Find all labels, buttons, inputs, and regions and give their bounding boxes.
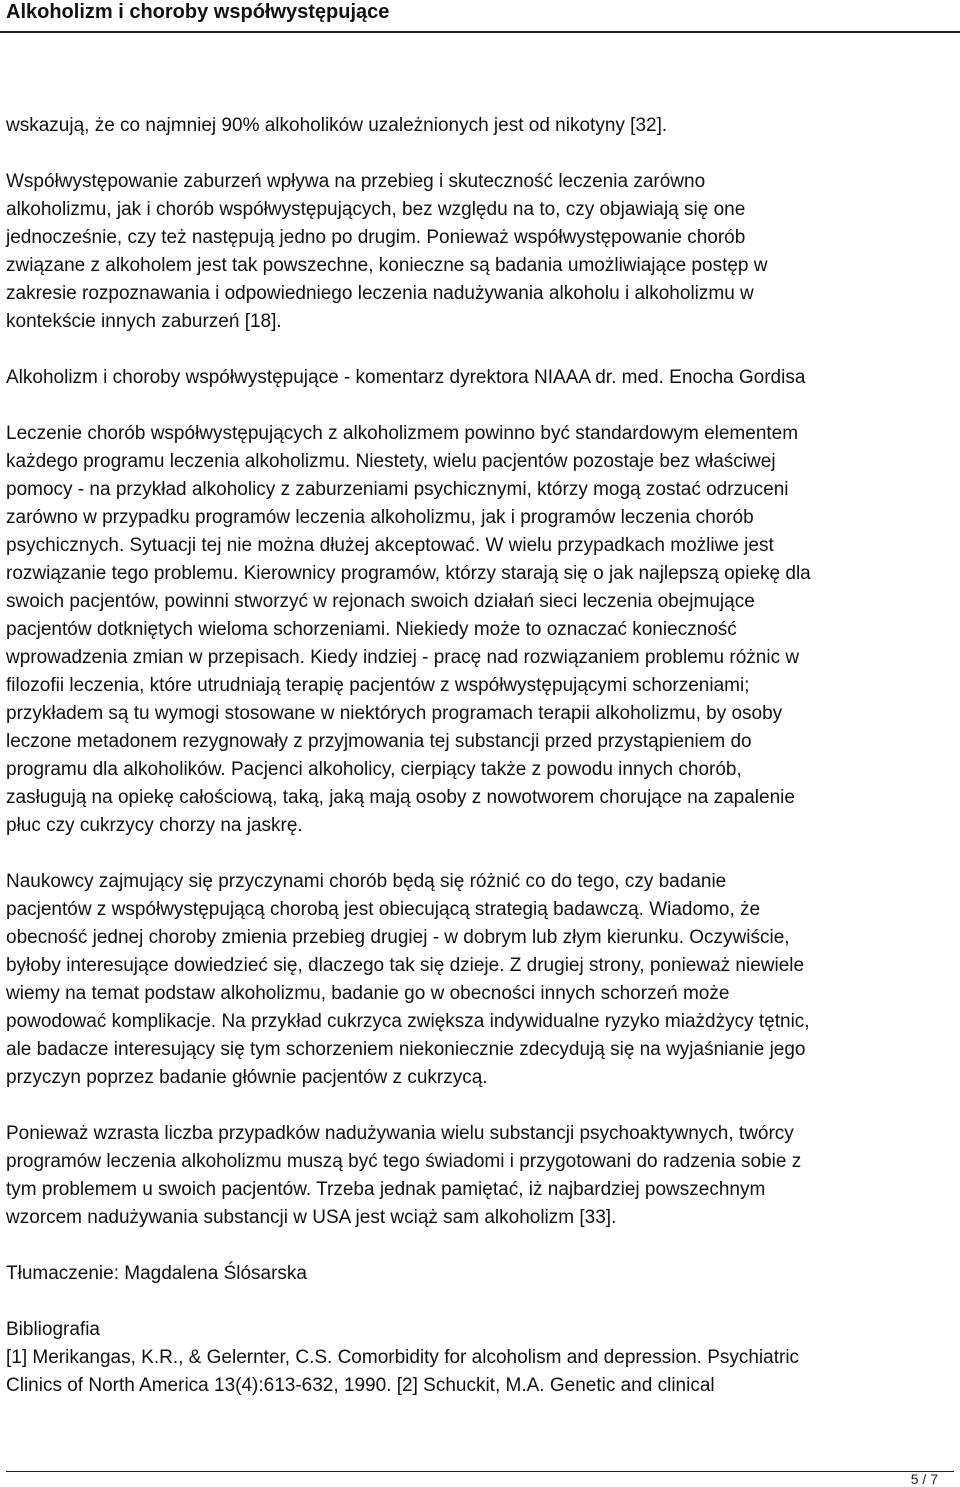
paragraph-nicotine-statistic [6, 112, 954, 140]
text-line: Naukowcy zajmujący się przyczynami chorób będą się różnić co do tego, czy badanie [6, 871, 727, 892]
text-line: pacjentów z współwystępującą chorobą jest obiecującą strategią badawczą. Wiadomo, że [6, 899, 761, 920]
text-line: pacjentów dotkniętych wieloma schorzeniami. Niekiedy może to oznaczać konieczność [6, 619, 737, 640]
paragraph-substance-abuse [6, 1120, 954, 1232]
bibliography-entry: Clinics of North America 13(4):613-632, 1990. [2] Schuckit, M.A. Genetic and clinical [6, 1375, 715, 1396]
bibliography-entry: [1] Merikangas, K.R., & Gelernter, C.S. Comorbidity for alcoholism and depression. Psychiatric [6, 1347, 800, 1368]
text-line: przykładem są tu wymogi stosowane w niektórych programach terapii alkoholizmu, by osoby [6, 703, 783, 724]
text-line: programu dla alkoholików. Pacjenci alkoholicy, cierpiący także z powodu innych chorób, [6, 759, 742, 780]
bibliography-heading: Bibliografia [6, 1319, 100, 1340]
text-line: zasługują na opiekę całościową, taką, jaką mają osoby z nowotworem chorujące na zapalenie [6, 787, 795, 808]
paragraph-treatment [6, 420, 954, 840]
paragraph-gap [6, 1288, 954, 1316]
text-line: wprowadzenia zmian w przepisach. Kiedy indziej - pracę nad rozwiązaniem problemu różnic w [6, 647, 800, 668]
text-line: filozofii leczenia, które utrudniają terapię pacjentów z współwystępującymi schorzeniami; [6, 675, 750, 696]
text-line: pomocy - na przykład alkoholicy z zaburzeniami psychicznymi, którzy mogą zostać odrzuceni [6, 479, 789, 500]
text-line: leczone metadonem rezygnowały z przyjmowania tej substancji przed przystąpieniem do [6, 731, 752, 752]
text-line: alkoholizmu, jak i chorób współwystępujących, bez względu na to, czy objawiają się one [6, 199, 746, 220]
text-line: płuc czy cukrzycy chorzy na jaskrę. [6, 815, 303, 836]
page-number: 5 / 7 [910, 1471, 938, 1487]
text-line: Współwystępowanie zaburzeń wpływa na przebieg i skuteczność leczenia zarówno [6, 171, 706, 192]
paragraph-researchers [6, 868, 954, 1092]
section-heading-commentary [6, 364, 954, 392]
text-line: Ponieważ wzrasta liczba przypadków nadużywania wielu substancji psychoaktywnych, twórcy [6, 1123, 794, 1144]
text-line: Leczenie chorób współwystępujących z alkoholizmem powinno być standardowym elementem [6, 423, 799, 444]
document-body [6, 112, 954, 1400]
paragraph-gap [6, 840, 954, 868]
text-line: tym problemem u swoich pacjentów. Trzeba jednak pamiętać, iż najbardziej powszechnym [6, 1179, 766, 1200]
page-title: Alkoholizm i choroby współwystępujące [6, 1, 390, 23]
text-line: powodować komplikacje. Na przykład cukrzyca zwiększa indywidualne ryzyko miażdżycy tętnic, [6, 1011, 810, 1032]
text-line: przyczyn poprzez badanie głównie pacjentów z cukrzycą. [6, 1067, 488, 1088]
text-line: wskazują, że co najmniej 90% alkoholików uzależnionych jest od nikotyny [32]. [6, 115, 668, 136]
text-line: wiemy na temat podstaw alkoholizmu, badanie go w obecności innych schorzeń może [6, 983, 730, 1004]
text-line: ale badacze interesujący się tym schorzeniem niekoniecznie zdecydują się na wyjaśnianie jego [6, 1039, 806, 1060]
text-line: zarówno w przypadku programów leczenia alkoholizmu, jak i programów leczenia chorób [6, 507, 754, 528]
text-line: wzorcem nadużywania substancji w USA jest wciąż sam alkoholizm [33]. [6, 1207, 617, 1228]
paragraph-gap [6, 1232, 954, 1260]
text-line: zakresie rozpoznawania i odpowiedniego leczenia nadużywania alkoholu i alkoholizmu w [6, 283, 754, 304]
text-line: swoich pacjentów, powinni stworzyć w rejonach swoich działań sieci leczenia obejmujące [6, 591, 755, 612]
text-line: kontekście innych zaburzeń [18]. [6, 311, 282, 332]
bibliography [6, 1316, 954, 1400]
text-line: Alkoholizm i choroby współwystępujące - komentarz dyrektora NIAAA dr. med. Enocha Gordisa [6, 367, 806, 388]
text-line: rozwiązanie tego problemu. Kierownicy programów, którzy starają się o jak najlepszą opiekę dla [6, 563, 811, 584]
paragraph-gap [6, 392, 954, 420]
paragraph-cooccurrence [6, 168, 954, 336]
text-line: obecność jednej choroby zmienia przebieg drugiej - w dobrym lub złym kierunku. Oczywiście, [6, 927, 790, 948]
paragraph-gap [6, 336, 954, 364]
text-line: byłoby interesujące dowiedzieć się, dlaczego tak się dzieje. Z drugiej strony, ponieważ niewiele [6, 955, 805, 976]
page-header [0, 0, 960, 40]
header-divider [0, 31, 960, 33]
footer-divider [6, 1471, 954, 1472]
paragraph-gap [6, 1092, 954, 1120]
text-line: psychicznych. Sytuacji tej nie można dłużej akceptować. W wielu przypadkach możliwe jest [6, 535, 774, 556]
text-line: programów leczenia alkoholizmu muszą być tego świadomi i przygotowani do radzenia sobie z [6, 1151, 802, 1172]
paragraph-gap [6, 140, 954, 168]
translation-credit [6, 1260, 954, 1288]
text-line: każdego programu leczenia alkoholizmu. Niestety, wielu pacjentów pozostaje bez właściwej [6, 451, 776, 472]
text-line: związane z alkoholem jest tak powszechne, konieczne są badania umożliwiające postęp w [6, 255, 768, 276]
text-line: jednocześnie, czy też następują jedno po drugim. Ponieważ współwystępowanie chorób [6, 227, 746, 248]
text-line: Tłumaczenie: Magdalena Ślósarska [6, 1263, 307, 1284]
